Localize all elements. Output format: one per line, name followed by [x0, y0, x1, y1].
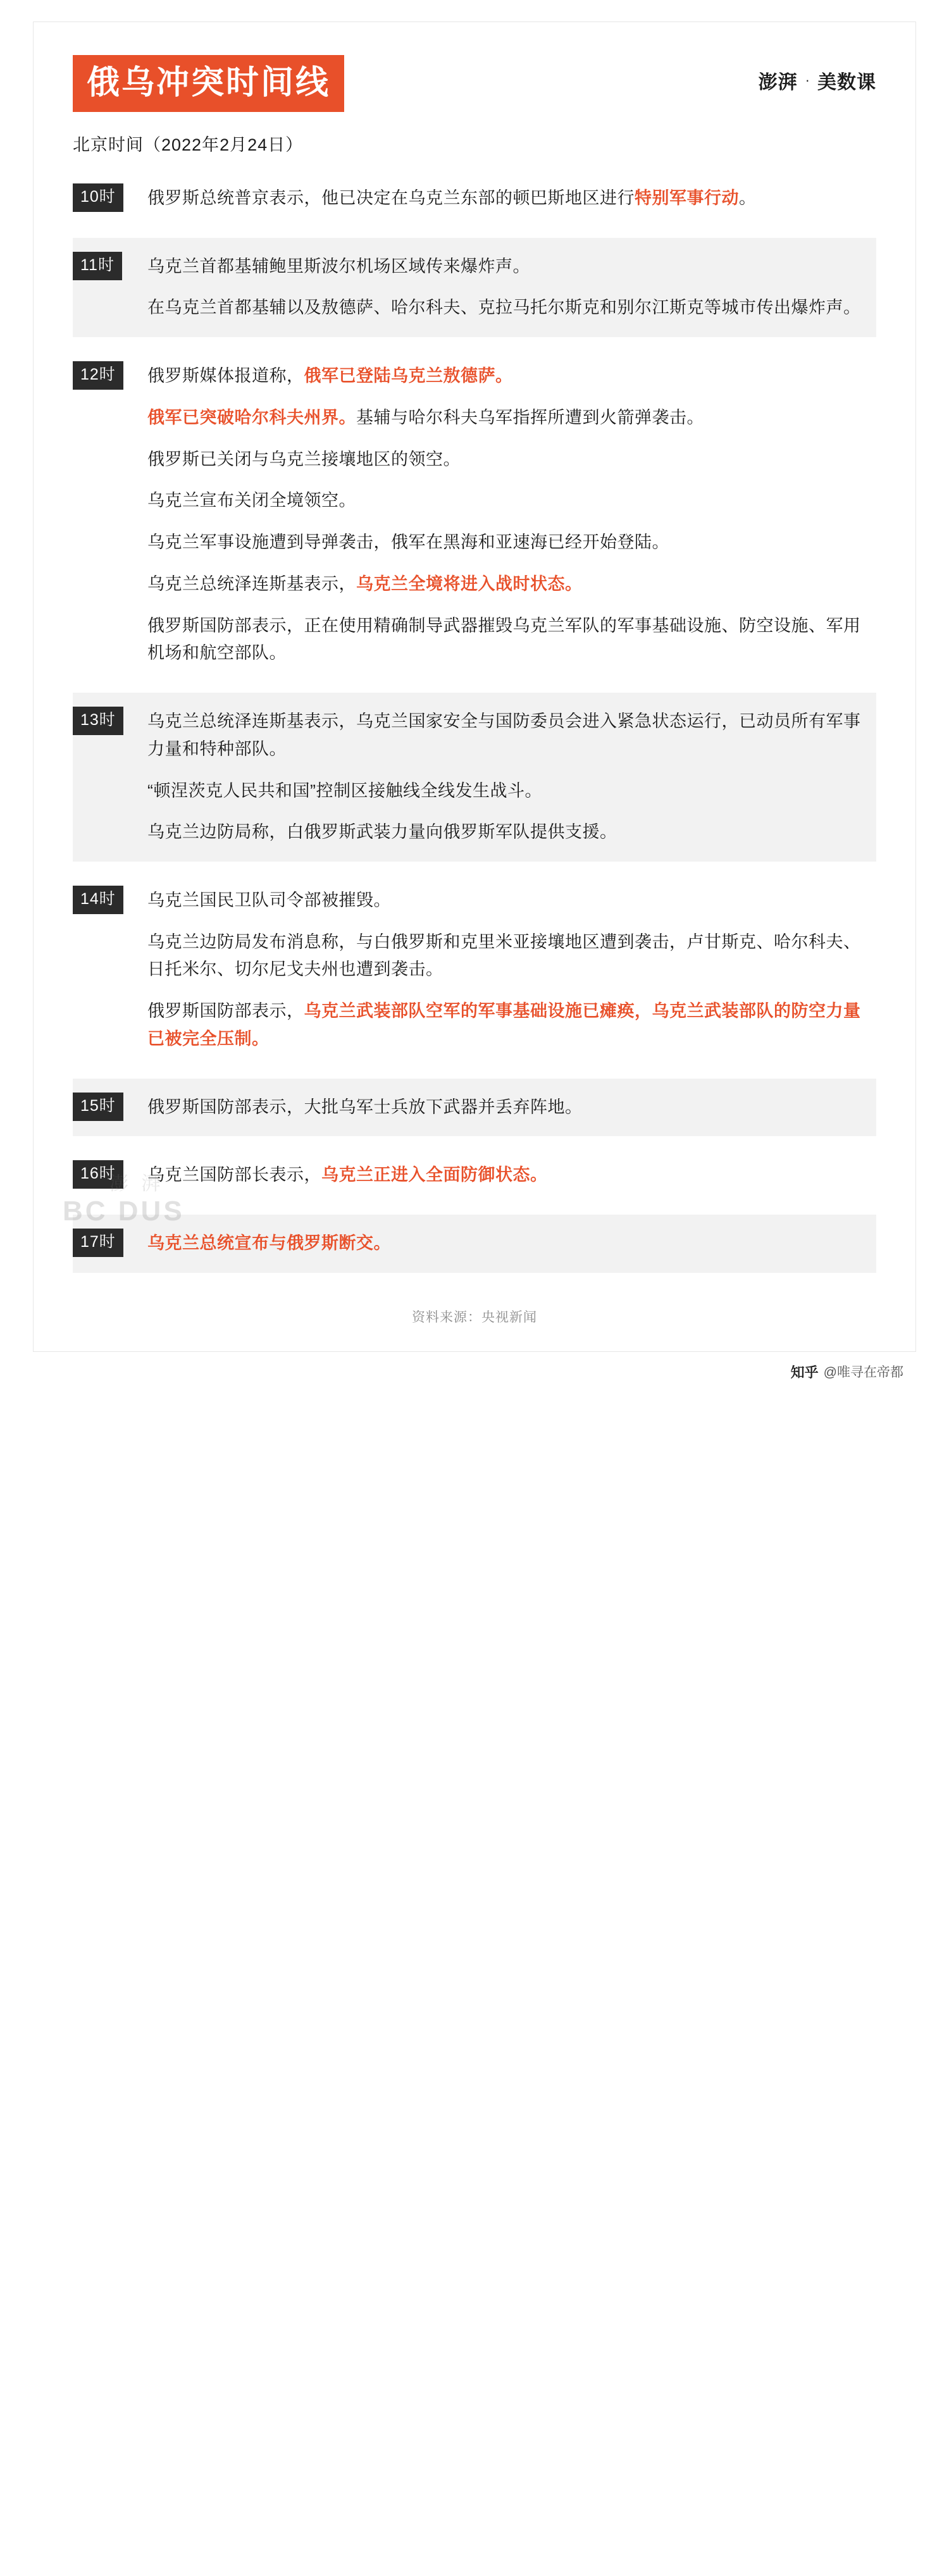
- timeline-content-cell: [147, 1215, 876, 1273]
- timeline-paragraph: [147, 247, 872, 287]
- highlighted-text: 俄军已登陆乌克兰敖德萨。: [304, 366, 513, 386]
- body-text: 乌克兰边防局发布消息称，与白俄罗斯和克里米亚接壤地区遭到袭击，卢甘斯克、哈尔科夫、日托米尔、切尔尼戈夫州也遭到袭击。: [147, 932, 861, 979]
- zhihu-logo: 知乎: [790, 1364, 819, 1380]
- body-text: 俄罗斯国防部表示，大批乌军士兵放下武器并丢弃阵地。: [147, 1097, 583, 1117]
- timeline-paragraph: [147, 605, 872, 674]
- timeline-paragraph: [147, 990, 872, 1059]
- body-text: 乌克兰总统泽连斯基表示，: [147, 574, 356, 593]
- brand-column-name: 美数课: [817, 71, 876, 94]
- timeline-list: [73, 170, 876, 1283]
- highlighted-text: 俄军已突破哈尔科夫州界。: [147, 407, 356, 427]
- page-title: 俄乌冲突时间线: [73, 55, 344, 112]
- timeline-paragraph: [147, 770, 872, 812]
- footer-username: @唯寻在帝都: [823, 1365, 903, 1380]
- timeline-hour-cell: [73, 693, 147, 735]
- timeline-row: [73, 1079, 876, 1137]
- body-text: 俄罗斯已关闭与乌克兰接壤地区的领空。: [147, 449, 461, 469]
- timeline-paragraph: [147, 921, 872, 990]
- body-text: 乌克兰首都基辅鲍里斯波尔机场区域传来爆炸声。: [147, 256, 530, 276]
- timeline-row: [73, 1215, 876, 1273]
- hour-badge: 11时: [73, 252, 122, 280]
- highlighted-text: 乌克兰总统宣布与俄罗斯断交。: [147, 1234, 391, 1253]
- timeline-paragraph: [147, 563, 872, 605]
- timeline-content-cell: [147, 170, 876, 228]
- bottom-spacer: [33, 1382, 916, 1401]
- infographic-card: [33, 22, 916, 1352]
- body-text: 乌克兰边防局称，白俄罗斯武装力量向俄罗斯军队提供支援。: [147, 822, 617, 842]
- body-text: “顿涅茨克人民共和国”控制区接触线全线发生战斗。: [147, 781, 542, 800]
- timeline-row-gap: [73, 862, 876, 872]
- timeline-row: [73, 170, 876, 228]
- hour-badge: 14时: [73, 886, 123, 914]
- timeline-paragraph: [147, 521, 872, 563]
- timeline-paragraph: [147, 881, 872, 921]
- timeline-hour-cell: [73, 238, 147, 280]
- timeline-row: [73, 347, 876, 683]
- timeline-hour-cell: [73, 347, 147, 390]
- body-text: 乌克兰军事设施遭到导弹袭击，俄军在黑海和亚速海已经开始登陆。: [147, 533, 669, 552]
- timeline-hour-cell: [73, 1079, 147, 1121]
- timeline-row: [73, 693, 876, 862]
- hour-badge: 13时: [73, 707, 123, 735]
- highlighted-text: 乌克兰正进入全面防御状态。: [321, 1165, 548, 1185]
- brand-logo-group: [759, 66, 876, 94]
- timeline-paragraph: [147, 438, 872, 480]
- timeline-paragraph: [147, 811, 872, 853]
- timeline-hour-cell: [73, 872, 147, 914]
- timeline-content-cell: [147, 347, 876, 683]
- timeline-paragraph: [147, 1087, 872, 1128]
- timeline-hour-cell: [73, 1215, 147, 1257]
- timeline-paragraph: [147, 287, 872, 328]
- brand-name: 澎湃: [758, 71, 798, 94]
- hour-badge: 16时: [73, 1160, 123, 1189]
- timeline-paragraph: [147, 397, 872, 438]
- timeline-row-gap: [73, 1204, 876, 1215]
- timeline-paragraph: [147, 178, 872, 219]
- timeline-content-cell: [147, 1079, 876, 1137]
- body-text: 俄罗斯总统普京表示，他已决定在乌克兰东部的顿巴斯地区进行: [147, 189, 635, 207]
- timeline-content-cell: [147, 238, 876, 337]
- timeline-paragraph: [147, 356, 872, 397]
- timeline-content-cell: [147, 693, 876, 862]
- timeline-content-cell: [147, 872, 876, 1068]
- footer-bar: [33, 1352, 916, 1382]
- hour-badge: 12时: [73, 361, 123, 390]
- subtitle-timezone-date: 北京时间（2022年2月24日）: [73, 135, 304, 154]
- timeline-row-gap: [73, 337, 876, 347]
- body-text: 在乌克兰首都基辅以及敖德萨、哈尔科夫、克拉马托尔斯克和别尔江斯克等城市传出爆炸声。: [147, 298, 861, 318]
- hour-badge: 10时: [73, 183, 123, 212]
- body-text: 乌克兰总统泽连斯基表示，乌克兰国家安全与国防委员会进入紧急状态运行，已动员所有军事力量和特种部队。: [147, 712, 861, 759]
- timeline-paragraph: [147, 1223, 872, 1264]
- body-text: 俄罗斯国防部表示，: [147, 1001, 304, 1021]
- timeline-paragraph: [147, 1155, 872, 1196]
- timeline-row-gap: [73, 228, 876, 238]
- timeline-hour-cell: [73, 170, 147, 212]
- timeline-paragraph: [147, 480, 872, 521]
- top-spacer: [33, 0, 916, 22]
- body-text: 。: [739, 189, 757, 207]
- timeline-row-gap: [73, 683, 876, 693]
- timeline-row-gap: [73, 1136, 876, 1146]
- source-note: 资料来源：央视新闻: [412, 1310, 537, 1325]
- hour-badge: 17时: [73, 1229, 123, 1257]
- watermark-sub: 澎 湃: [109, 1173, 164, 1194]
- timeline-row-gap: [73, 1273, 876, 1283]
- highlighted-text: 乌克兰武装部队空军的军事基础设施已瘫痪，乌克兰武装部队的防空力量已被完全压制。: [147, 1001, 861, 1048]
- body-text: 俄罗斯媒体报道称，: [147, 366, 304, 386]
- timeline-row: [73, 872, 876, 1068]
- body-text: 俄罗斯国防部表示，正在使用精确制导武器摧毁乌克兰军队的军事基础设施、防空设施、军用机场和航空部队。: [147, 616, 861, 663]
- body-text: 乌克兰宣布关闭全境领空。: [147, 491, 356, 511]
- timeline-paragraph: [147, 702, 872, 769]
- watermark-main: BC DUS: [63, 1195, 185, 1227]
- body-text: 基辅与哈尔科夫乌军指挥所遭到火箭弹袭击。: [356, 407, 704, 427]
- hour-badge: 15时: [73, 1093, 123, 1121]
- timeline-row-gap: [73, 1068, 876, 1079]
- brand-separator-dot: ·: [805, 72, 810, 88]
- timeline-row: [73, 238, 876, 337]
- title-wrap: [73, 55, 344, 112]
- infographic-header: [34, 22, 915, 112]
- highlighted-text: 乌克兰全境将进入战时状态。: [356, 574, 583, 593]
- timeline-hour-cell: [73, 1146, 147, 1189]
- body-text: 乌克兰国防部长表示，: [147, 1165, 321, 1185]
- timeline-content-cell: [147, 1146, 876, 1204]
- timeline-row: [73, 1146, 876, 1204]
- body-text: 乌克兰国民卫队司令部被摧毁。: [147, 891, 391, 910]
- highlighted-text: 特别军事行动: [635, 189, 739, 207]
